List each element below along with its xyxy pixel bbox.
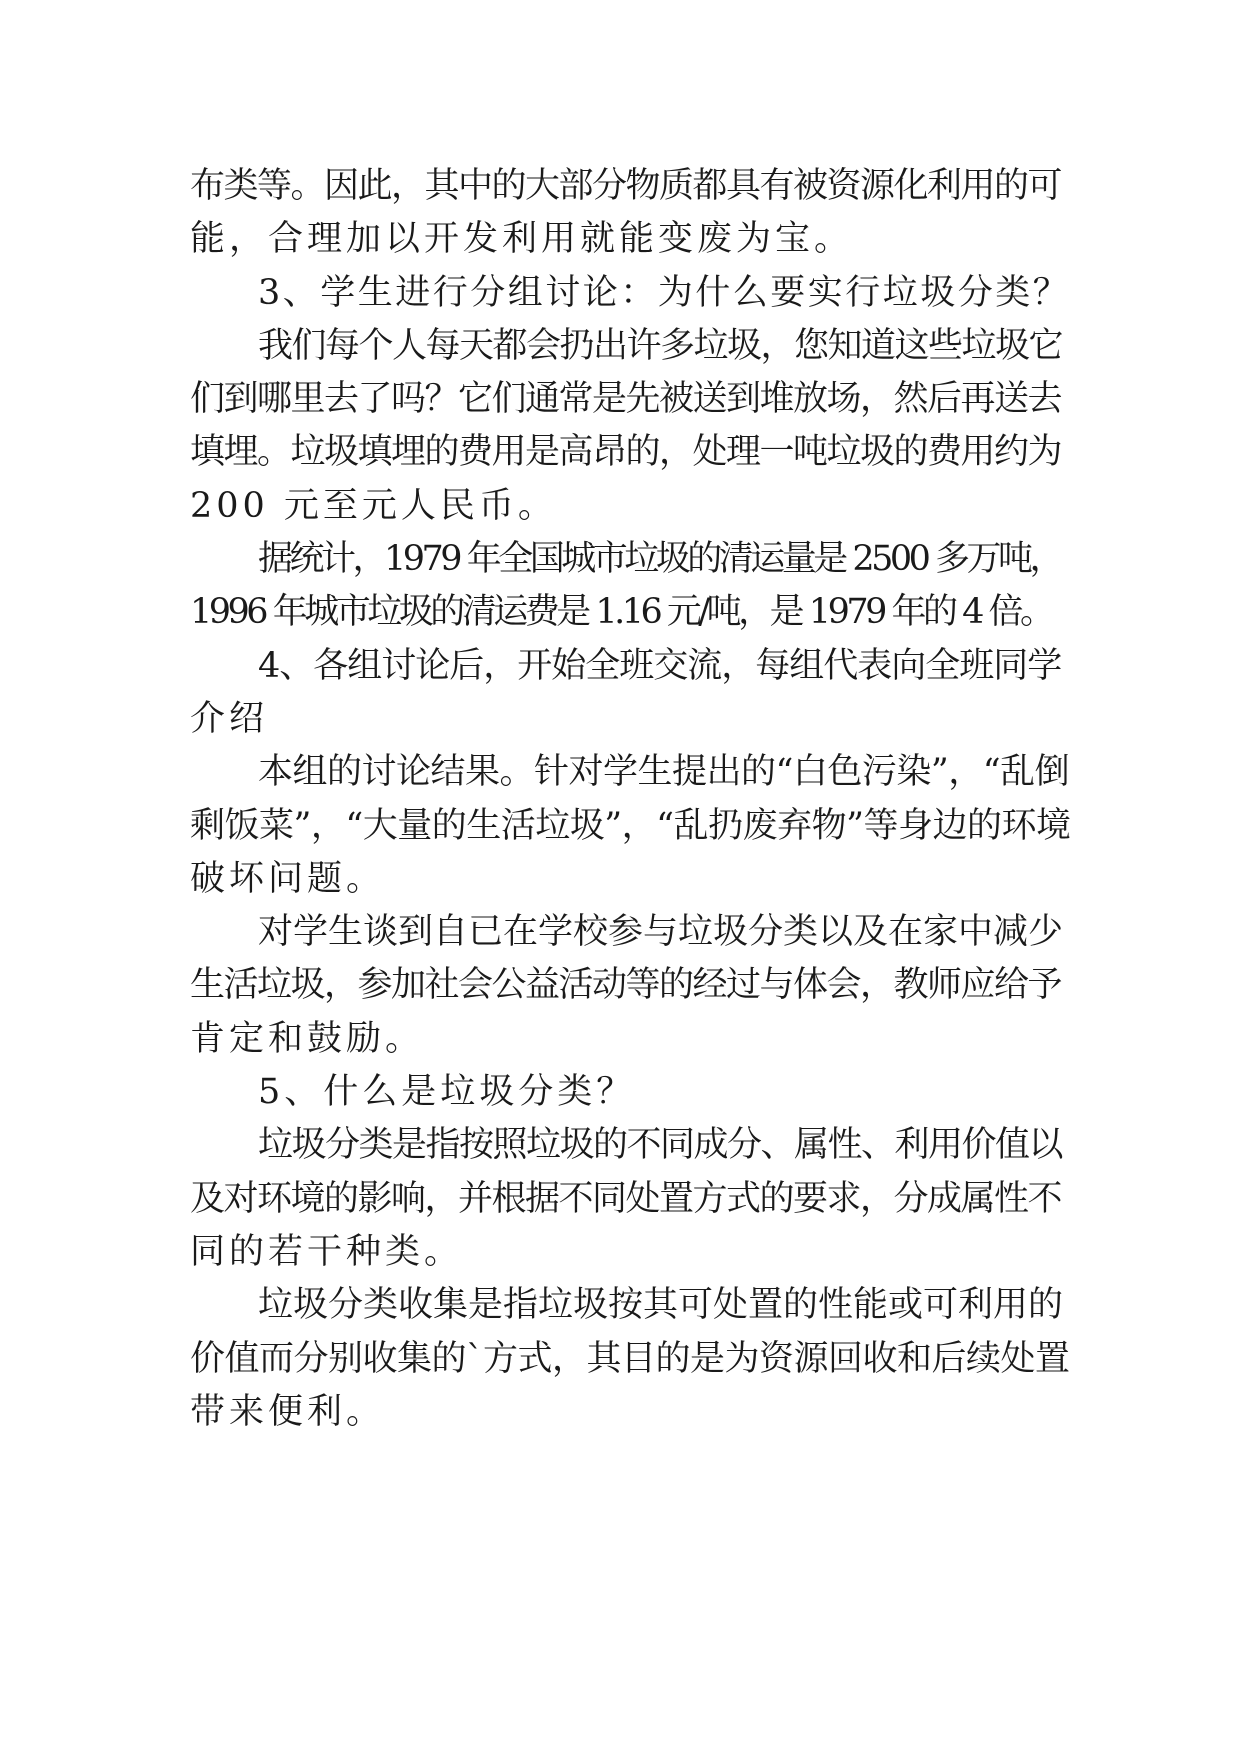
section-heading: 3、学生进行分组讨论：为什么要实行垃圾分类？ — [258, 272, 1071, 313]
text-line: 据统计，1979 年全国城市垃圾的清运量是 2500 多万吨， — [258, 539, 1062, 580]
text-line: 剩饭菜”，“大量的生活垃圾”，“乱扔废弃物”等身边的环境 — [190, 805, 1071, 846]
text-line: 布类等。因此，其中的大部分物质都具有被资源化利用的可 — [190, 166, 1062, 206]
text-line: 肯定和鼓励。 — [190, 1018, 425, 1059]
text-line: 1996 年城市垃圾的清运费是 1.16 元/吨，是 1979 年的 4 倍。 — [190, 592, 1052, 633]
text-line: 本组的讨论结果。针对学生提出的“白色污染”，“乱倒 — [258, 752, 1070, 793]
document-body — [190, 160, 1070, 1439]
text-line: 及对环境的影响，并根据不同处置方式的要求，分成属性不 — [190, 1178, 1062, 1219]
text-line: 介绍 — [190, 698, 269, 739]
text-line: 我们每个人每天都会扔出许多垃圾，您知道这些垃圾它 — [258, 325, 1063, 366]
text-line: 们到哪里去了吗？它们通常是先被送到堆放场，然后再送去 — [190, 379, 1062, 420]
section-heading: 5、什么是垃圾分类？ — [258, 1072, 636, 1113]
text-line: 能，合理加以开发利用就能变废为宝。 — [190, 219, 854, 260]
text-line: 垃圾分类收集是指垃圾按其可处置的性能或可利用的 — [258, 1285, 1064, 1326]
text-line: 带来便利。 — [190, 1391, 386, 1432]
text-line: 对学生谈到自已在学校参与垃圾分类以及在家中减少 — [258, 912, 1064, 953]
text-line: 垃圾分类是指按照垃圾的不同成分、属性、利用价值以 — [258, 1125, 1063, 1166]
text-line: 同的若干种类。 — [190, 1231, 464, 1272]
text-line: 填埋。垃圾填埋的费用是高昂的，处理一吨垃圾的费用约为 — [190, 432, 1062, 473]
text-line: 200 元至元人民币。 — [190, 485, 557, 526]
text-line: 破坏问题。 — [190, 858, 386, 899]
text-line: 价值而分别收集的`方式，其目的是为资源回收和后续处置 — [190, 1338, 1070, 1379]
section-heading: 4、各组讨论后，开始全班交流，每组代表向全班同学 — [258, 645, 1062, 686]
text-line: 生活垃圾，参加社会公益活动等的经过与体会，教师应给予 — [190, 965, 1062, 1006]
